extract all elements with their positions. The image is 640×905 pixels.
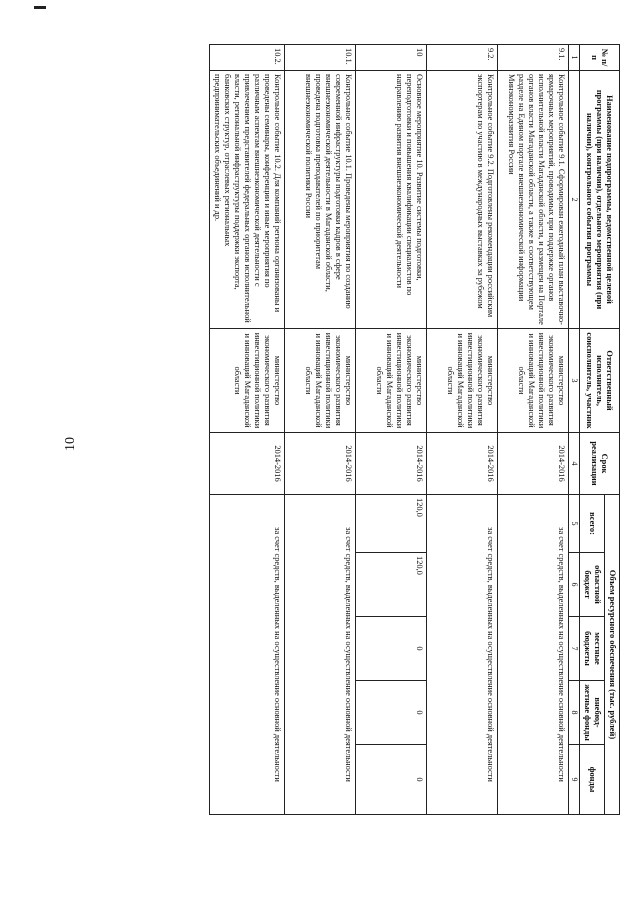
row-total: 120,0	[356, 495, 427, 553]
row-resp: министерство экономического развития инвестиционной политики и инноваций Магаданской области	[209, 329, 285, 433]
col-number: 7	[569, 617, 580, 681]
row-num: 9.2.	[427, 45, 498, 71]
row-funds: 0	[356, 745, 427, 815]
row-term: 2014-2016	[356, 433, 427, 495]
header-funds: фонды	[579, 745, 604, 815]
col-number: 5	[569, 495, 580, 553]
column-number-row	[569, 45, 580, 815]
table-row	[209, 45, 285, 815]
program-table	[209, 44, 620, 815]
row-funding-note: за счет средств, выделенных на осуществление основной деятельности	[498, 495, 569, 815]
col-number: 8	[569, 681, 580, 745]
row-name: Контрольное событие 9.1. Сформирован ежегодный план выставочно-ярмарочных мероприятий, проводимых при поддержке органов исполнительной власти Магаданской области, и размещен на Портале органов власти Магаданской области, а также в соответствующем разделе на Едином портале внешнеэкономической информации Минэкономразвития России	[498, 71, 569, 329]
row-num: 9.1.	[498, 45, 569, 71]
row-term: 2014-2016	[285, 433, 356, 495]
header-row	[604, 45, 619, 815]
table-row	[427, 45, 498, 815]
header-num: № п/п	[579, 45, 619, 71]
row-local: 0	[356, 617, 427, 681]
row-resp: министерство экономического развития инвестиционной политики и инноваций Магаданской области	[285, 329, 356, 433]
row-term: 2014-2016	[427, 433, 498, 495]
header-total: всего:	[579, 495, 604, 553]
header-local: местные бюджеты	[579, 617, 604, 681]
row-num: 10.2.	[209, 45, 285, 71]
row-resp: министерство экономического развития инвестиционной политики и инноваций Магаданской области	[427, 329, 498, 433]
rotated-table-frame	[92, 44, 620, 814]
row-funding-note: за счет средств, выделенных на осуществление основной деятельности	[285, 495, 356, 815]
col-number: 6	[569, 553, 580, 617]
header-regional: областной бюджет	[579, 553, 604, 617]
header-name: Наименование подпрограммы, ведомственной целевой программы (при наличии), отдельного мероприятия (при наличии), контрольного события программы	[579, 71, 619, 329]
table-row	[498, 45, 569, 815]
header-term: Срок реализации	[579, 433, 619, 495]
page-number: 10	[63, 437, 78, 451]
row-name: Контрольное событие 10.2. Для компаний региона организованы и проведены семинары, конференции и иные мероприятия по различным аспектам внешнеэкономической деятельности с привлечением представителей федеральных органов исполнительной власти, региональной инфраструктуры поддержки экспорта, банковских структур, отраслевых региональных предпринимательских объединений и др.	[209, 71, 285, 329]
row-funding-note: за счет средств, выделенных на осуществление основной деятельности	[427, 495, 498, 815]
header-extra: внебюд-жетные фонды	[579, 681, 604, 745]
col-number: 4	[569, 433, 580, 495]
table-row	[285, 45, 356, 815]
row-name: Контрольное событие 10.1. Проведены мероприятия по созданию современной инфраструктуры подготовки кадров в сфере внешнеэкономической деятельности в Магаданской области, проведена подготовка преподавателей по приоритетам внешнеэкономической политики России	[285, 71, 356, 329]
row-funding-note: за счет средств, выделенных на осуществление основной деятельности	[209, 495, 285, 815]
header-resp: Ответственный исполнитель, соисполнитель, участник	[579, 329, 619, 433]
row-name: Контрольное событие 9.2. Подготовлены рекомендации российским экспортерам по участию в международных выставках за рубежом	[427, 71, 498, 329]
col-number: 1	[569, 45, 580, 71]
row-extra: 0	[356, 681, 427, 745]
header-resources: Объем ресурсного обеспечения (тыс. рублей)	[604, 495, 619, 815]
row-num: 10.1.	[285, 45, 356, 71]
corner-mark	[34, 6, 46, 9]
col-number: 3	[569, 329, 580, 433]
table-row	[356, 45, 427, 815]
row-name: Основное мероприятие 10. Развитие системы подготовки, переподготовки и повышения квалификации специалистов по направлению развития внешнеэкономической деятельности	[356, 71, 427, 329]
row-num: 10	[356, 45, 427, 71]
row-resp: министерство экономического развития инвестиционной политики и инноваций Магаданской области	[356, 329, 427, 433]
col-number: 9	[569, 745, 580, 815]
row-term: 2014-2016	[498, 433, 569, 495]
row-regional: 120,0	[356, 553, 427, 617]
col-number: 2	[569, 71, 580, 329]
row-resp: министерство экономического развития инвестиционной политики и инноваций Магаданской области	[498, 329, 569, 433]
row-term: 2014-2016	[209, 433, 285, 495]
